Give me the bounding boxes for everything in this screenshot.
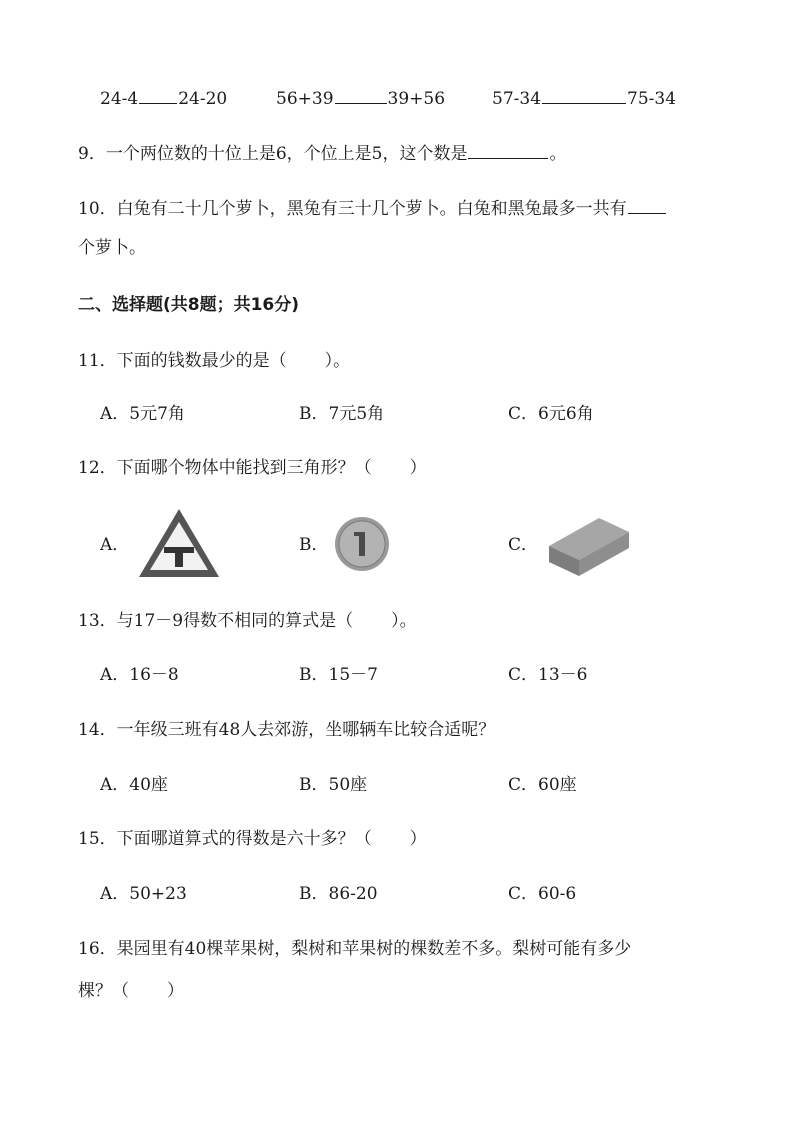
option-b[interactable] <box>299 664 378 686</box>
option-text: 60-6 <box>538 884 577 904</box>
coin-image <box>333 515 391 573</box>
question-12 <box>78 457 427 479</box>
question-text: 个萝卜。 <box>78 238 146 258</box>
option-text: 50座 <box>328 775 368 795</box>
option-label: B． <box>299 775 329 795</box>
q8-compare-3 <box>492 87 676 110</box>
q8-right-2: 39+56 <box>387 89 446 109</box>
question-end: ）。 <box>391 611 417 631</box>
option-label: B． <box>299 535 329 555</box>
question-end: ）。 <box>324 351 351 371</box>
question-15 <box>78 828 427 850</box>
option-label: B． <box>299 404 329 424</box>
option-c[interactable] <box>508 403 594 425</box>
question-text: 下面哪个物体中能找到三角形？（ <box>116 458 372 478</box>
option-label: C． <box>508 884 539 904</box>
question-number: 13． <box>78 611 117 631</box>
answer-blank[interactable] <box>542 87 626 104</box>
option-a[interactable] <box>100 774 168 796</box>
question-end: ） <box>409 829 427 849</box>
question-number: 14． <box>78 720 117 740</box>
option-b[interactable] <box>299 534 329 556</box>
option-label: B． <box>299 665 329 685</box>
question-9 <box>78 142 566 165</box>
option-a[interactable] <box>100 534 129 556</box>
q8-left-3: 57-34 <box>492 89 542 109</box>
q8-left-1: 24-4 <box>100 89 139 109</box>
question-text: 与17－9得数不相同的算式是（ <box>116 611 354 631</box>
triangle-sign-image <box>136 506 222 580</box>
question-number: 12． <box>78 458 117 478</box>
option-label: A． <box>100 775 130 795</box>
answer-blank[interactable] <box>628 197 666 214</box>
question-end: 。 <box>549 144 567 164</box>
question-10-cont <box>78 237 146 259</box>
option-label: C． <box>508 665 539 685</box>
option-text: 60座 <box>538 775 577 795</box>
option-label: B． <box>299 884 329 904</box>
option-b[interactable] <box>299 774 367 796</box>
option-c[interactable] <box>508 774 577 796</box>
option-label: C． <box>508 535 539 555</box>
option-text: 5元7角 <box>129 404 185 424</box>
block-image <box>545 512 631 580</box>
answer-blank[interactable] <box>335 87 387 104</box>
question-end: ） <box>167 981 184 1001</box>
option-label: A． <box>100 884 130 904</box>
option-a[interactable] <box>100 664 179 686</box>
q8-compare-2 <box>276 87 445 110</box>
option-text: 13－6 <box>538 665 588 685</box>
question-text: 一年级三班有48人去郊游，坐哪辆车比较合适呢？ <box>116 720 496 740</box>
question-number: 15． <box>78 829 117 849</box>
answer-blank[interactable] <box>468 142 548 159</box>
option-b[interactable] <box>299 403 384 425</box>
option-label: C． <box>508 775 539 795</box>
option-label: A． <box>100 404 130 424</box>
question-10 <box>78 197 667 220</box>
q8-right-1: 24-20 <box>178 89 228 109</box>
q8-left-2: 56+39 <box>276 89 334 109</box>
question-13 <box>78 610 417 632</box>
q8-compare-1 <box>100 87 227 110</box>
option-text: 7元5角 <box>328 404 385 424</box>
option-a[interactable] <box>100 883 187 905</box>
question-14 <box>78 719 495 741</box>
option-c[interactable] <box>508 534 538 556</box>
question-number: 9． <box>78 144 106 164</box>
option-a[interactable] <box>100 403 185 425</box>
option-b[interactable] <box>299 883 378 905</box>
option-label: A． <box>100 665 130 685</box>
option-c[interactable] <box>508 883 576 905</box>
option-label: C． <box>508 404 539 424</box>
question-11 <box>78 350 350 372</box>
question-text: 下面的钱数最少的是（ <box>116 351 287 371</box>
option-text: 6元6角 <box>538 404 594 424</box>
question-16 <box>78 938 631 960</box>
question-number: 10． <box>78 199 117 219</box>
section-heading: 二、选择题(共8题；共16分) <box>78 295 300 315</box>
question-number: 16． <box>78 939 117 959</box>
option-label: A． <box>100 535 130 555</box>
question-text: 一个两位数的十位上是6，个位上是5，这个数是 <box>105 144 468 164</box>
question-text: 果园里有40棵苹果树，梨树和苹果树的棵数差不多。梨树可能有多少 <box>116 939 632 959</box>
question-text: 棵？（ <box>78 981 129 1001</box>
question-16-cont <box>78 980 184 1002</box>
question-number: 11． <box>78 351 117 371</box>
option-c[interactable] <box>508 664 587 686</box>
answer-blank[interactable] <box>139 87 177 104</box>
option-text: 16－8 <box>129 665 179 685</box>
question-end: ） <box>409 458 427 478</box>
option-text: 50+23 <box>129 884 187 904</box>
option-text: 15－7 <box>328 665 378 685</box>
question-text: 下面哪道算式的得数是六十多？（ <box>116 829 372 849</box>
option-text: 40座 <box>129 775 168 795</box>
option-text: 86-20 <box>328 884 378 904</box>
question-text: 白兔有二十几个萝卜，黑兔有三十几个萝卜。白兔和黑兔最多一共有 <box>116 199 627 219</box>
q8-right-3: 75-34 <box>627 89 677 109</box>
